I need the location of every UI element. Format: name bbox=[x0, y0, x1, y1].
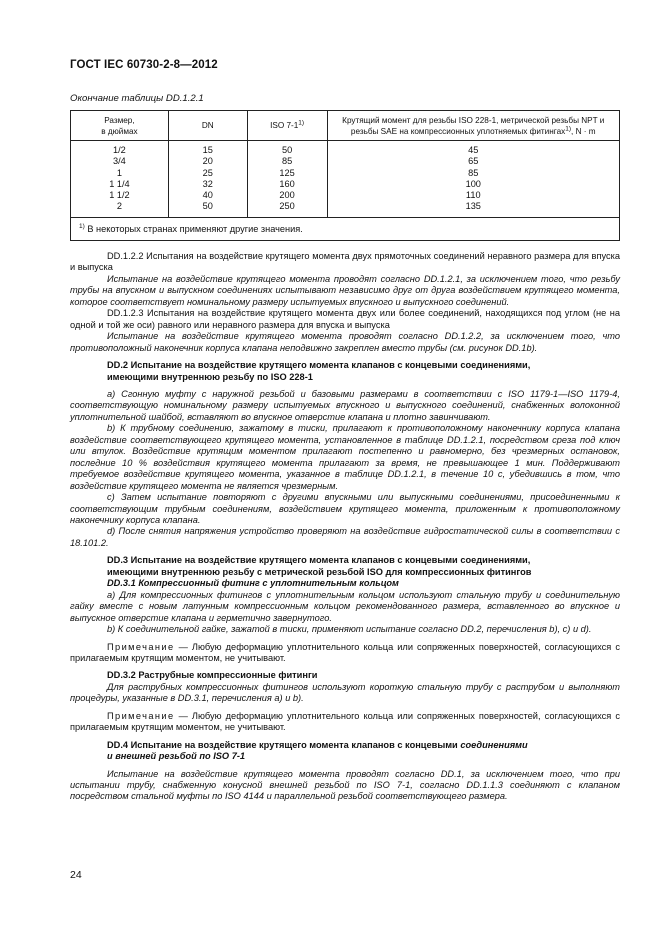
table-footnote-row bbox=[71, 217, 620, 240]
page-number: 24 bbox=[70, 869, 82, 881]
column-header-iso: ISO 7-1$^{1)}$ bbox=[247, 111, 327, 141]
paragraph: Испытание на воздействие крутящего момента проводят согласно DD.1, за исключением того, что при испытании трубу, снабженную конусной внешней резьбой по ISO 7-1, согласно DD.1.1.3 соединяют с клапаном посредством стальной муфты по ISO 4144 и параллельной резьбой соответствующего размера. bbox=[70, 768, 620, 802]
document-body bbox=[70, 251, 620, 803]
table-data-row bbox=[71, 141, 620, 218]
table-header-row bbox=[71, 111, 620, 141]
paragraph: Испытание на воздействие крутящего момента проводят согласно DD.1.2.2, за исключением того, что противоположный наконечник корпуса клапана неподвижно закреплен вместо трубы (см. рисунок DD.1b). bbox=[70, 331, 620, 353]
section-heading-dd4-line2: и внешней резьбой по ISO 7-1 bbox=[107, 751, 246, 762]
size-column: 1/2 3/4 1 1 1/4 1 1/2 2 bbox=[71, 141, 169, 218]
section-heading-dd3-line2: имеющими внутреннюю резьбу с метрической резьбой ISO для компрессионных фитингов bbox=[107, 566, 532, 577]
iso-column: 50 85 125 160 200 250 bbox=[247, 141, 327, 218]
paragraph: d) После снятия напряжения устройство проверяют на воздействие гидростатической силы в соответствии с 18.101.2. bbox=[70, 526, 620, 548]
section-heading-dd3: DD.3 Испытание на воздействие крутящего момента клапанов с концевыми соединениями, bbox=[107, 555, 531, 566]
subsection-heading-dd31: DD.3.1 Компрессионный фитинг с уплотнительным кольцом bbox=[107, 578, 399, 589]
section-heading-dd4: DD.4 Испытание на воздействие крутящего момента клапанов с концевыми соединениями bbox=[107, 739, 528, 750]
note-label: Примечание bbox=[107, 641, 175, 652]
paragraph: а) Сгонную муфту с наружной резьбой и базовыми размерами в соответствии с ISO 1179-1—ISO 1179-4, соответствующую номинальному размеру испытуемых впускного и выпускного соединений, снабженных волоконной уплотнительной шайбой, вставляют во впускное отверстие клапана и плотно завинчивают. bbox=[70, 388, 620, 422]
column-header-dn: DN bbox=[168, 111, 247, 141]
dn-column: 15 20 25 32 40 50 bbox=[168, 141, 247, 218]
column-header-torque: Крутящий момент для резьбы ISO 228-1, метрической резьбы NPT и резьбы SAE на компрессионных уплотняемых фитингах$^{1)}$, N · m bbox=[327, 111, 620, 141]
page-header-title: ГОСТ IEC 60730-2-8—2012 bbox=[70, 59, 218, 71]
column-header-size: Размер, в дюймах bbox=[71, 111, 169, 141]
paragraph: DD.1.2.2 Испытания на воздействие крутящего момента двух прямоточных соединений неравного размера для впуска и выпуска bbox=[70, 251, 620, 273]
note: Примечание — Любую деформацию уплотнительного кольца или сопряженных поверхностей, согласующихся с прилагаемым крутящим моментом, не учитывают. bbox=[70, 710, 620, 733]
paragraph: а) Для компрессионных фитингов с уплотнительным кольцом используют стальную трубу и соединительную гайку вместе с новым латунным компрессионным кольцом рекомендованного размера, вставленного во впускное и выпускное отверстие клапана и герметично завернутого. bbox=[70, 589, 620, 623]
paragraph: c) Затем испытание повторяют с другими впускными или выпускными соединениями, присоединенными к соответствующим трубным соединениям, воздействием крутящего момента, приложенным к противоположному наконечнику корпуса клапана. bbox=[70, 492, 620, 525]
table-footnote: $^{1)}$ В некоторых странах применяют другие значения. bbox=[71, 217, 620, 240]
section-heading-dd2-line2: имеющими внутреннюю резьбу по ISO 228-1 bbox=[107, 371, 313, 382]
torque-table bbox=[70, 110, 620, 241]
paragraph: Для раструбных компрессионных фитингов используют короткую стальную трубу с раструбом и выполняют процедуры, указанные в DD.3.1, перечисления а) и b). bbox=[70, 681, 620, 704]
paragraph: b) К трубному соединению, зажатому в тиски, прилагают к противоположному наконечнику корпуса клапана воздействие соответствующего крутящего момента, установленное в таблице DD.1.2.1, посредством среза под ключ или втулок. Воздействие крутящим моментом прилагают постепенно и равномерно, без чрезмерных остановок, последние 10 % воздействия крутящего момента прилагают за время, не превышающее 1 мин. Поддерживают требуемое воздействие крутящего момента, указанное в таблице DD.1.2.1, в течение 10 с, убедившись в том, что воздействие крутящего момента не является чрезмерным. bbox=[70, 423, 620, 491]
note: Примечание — Любую деформацию уплотнительного кольца или сопряженных поверхностей, согласующихся с прилагаемым крутящим моментом, не учитывают. bbox=[70, 641, 620, 663]
section-heading-dd2: DD.2 Испытание на воздействие крутящего момента клапанов с концевыми соединениями, bbox=[107, 360, 531, 371]
paragraph: DD.1.2.3 Испытания на воздействие крутящего момента двух или более соединений, находящихся под углом (не на одной и той же оси) равного или неравного размера для впуска и выпуска bbox=[70, 308, 620, 330]
table-caption: Окончание таблицы DD.1.2.1 bbox=[70, 93, 204, 104]
paragraph: Испытание на воздействие крутящего момента проводят согласно DD.1.2.1, за исключением того, что резьбу трубы на впускном и выпускном соединениях испытывают независимо друг от друга воздействием крутящего момента, которое соответствует номинальному размеру испытуемых впускного и выпускного соединений. bbox=[70, 273, 620, 307]
paragraph: b) К соединительной гайке, зажатой в тиски, применяют испытание согласно DD.2, перечисления b), c) и d). bbox=[107, 624, 592, 635]
note-label: Примечание bbox=[107, 710, 175, 721]
torque-column: 45 65 85 100 110 135 bbox=[327, 141, 620, 218]
subsection-heading-dd32: DD.3.2 Раструбные компрессионные фитинги bbox=[107, 670, 318, 681]
